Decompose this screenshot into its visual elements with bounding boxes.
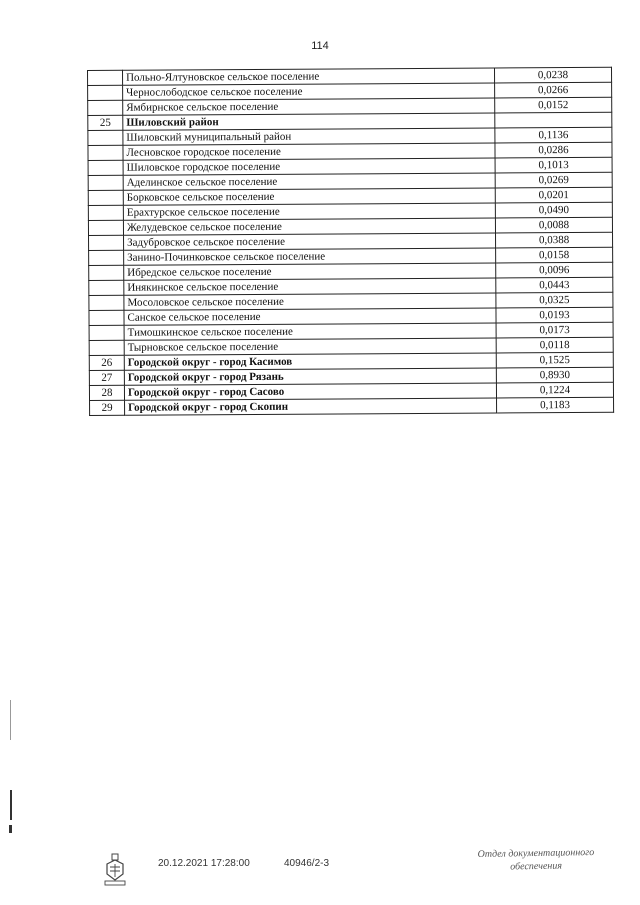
- row-name: Ерахтурское сельское поселение: [123, 203, 495, 220]
- row-name: Городской округ - город Рязань: [124, 368, 496, 385]
- row-value: 0,0118: [496, 337, 613, 353]
- row-value: 0,0158: [496, 247, 613, 263]
- row-number: [88, 130, 123, 145]
- row-value: 0,1013: [495, 157, 612, 173]
- row-value: 0,0286: [495, 142, 612, 158]
- row-name: Чернослободское сельское поселение: [123, 83, 495, 100]
- row-name: Санское сельское поселение: [124, 308, 496, 325]
- scan-artifact: [9, 825, 12, 833]
- row-value: [495, 112, 612, 128]
- row-name: Городской округ - город Касимов: [124, 353, 496, 370]
- row-value: 0,1224: [496, 382, 613, 398]
- row-number: [89, 265, 124, 280]
- row-name: Аделинское сельское поселение: [123, 173, 495, 190]
- row-value: 0,0388: [496, 232, 613, 248]
- row-name: Инякинское сельское поселение: [124, 278, 496, 295]
- row-name: Лесновское городское поселение: [123, 143, 495, 160]
- footer-timestamp: 20.12.2021 17:28:00: [158, 858, 250, 869]
- row-value: 0,8930: [496, 367, 613, 383]
- scan-artifact: [10, 700, 11, 740]
- row-name: Занино-Починковское сельское поселение: [124, 248, 496, 265]
- row-name: Шиловское городское поселение: [123, 158, 495, 175]
- row-value: 0,0443: [496, 277, 613, 293]
- row-value: 0,0193: [496, 307, 613, 323]
- row-value: 0,1525: [496, 352, 613, 368]
- row-value: 0,0269: [495, 172, 612, 188]
- row-name: Борковское сельское поселение: [123, 188, 495, 205]
- row-name: Городской округ - город Скопин: [125, 398, 497, 415]
- row-number: 27: [89, 370, 124, 385]
- row-number: [89, 250, 124, 265]
- row-number: 29: [90, 400, 125, 415]
- row-value: 0,0173: [496, 322, 613, 338]
- row-number: [89, 325, 124, 340]
- row-value: 0,0201: [495, 187, 612, 203]
- row-value: 0,1136: [495, 127, 612, 143]
- row-number: [88, 175, 123, 190]
- row-number: [88, 70, 123, 85]
- row-number: [88, 160, 123, 175]
- row-value: 0,0088: [495, 217, 612, 233]
- row-number: [88, 145, 123, 160]
- row-number: [88, 220, 123, 235]
- row-number: [89, 235, 124, 250]
- row-name: Ибредское сельское поселение: [124, 263, 496, 280]
- row-number: [89, 340, 124, 355]
- stamp-line-1: Отдел документационного: [477, 846, 595, 861]
- row-value: 0,0266: [495, 82, 612, 98]
- row-number: [89, 295, 124, 310]
- row-name: Задубровское сельское поселение: [124, 233, 496, 250]
- row-number: 25: [88, 115, 123, 130]
- department-stamp: [456, 846, 616, 875]
- row-name: Шиловский муниципальный район: [123, 128, 495, 145]
- row-number: [89, 310, 124, 325]
- row-name: Тырновское сельское поселение: [124, 338, 496, 355]
- row-value: 0,0152: [495, 97, 612, 113]
- row-name: Ямбирнское сельское поселение: [123, 98, 495, 115]
- row-value: 0,0238: [494, 67, 611, 83]
- table-body: [88, 67, 614, 415]
- scan-artifact: [10, 790, 12, 820]
- row-name: Желудевское сельское поселение: [123, 218, 495, 235]
- row-value: 0,0325: [496, 292, 613, 308]
- row-number: [88, 190, 123, 205]
- row-value: 0,0490: [495, 202, 612, 218]
- row-value: 0,1183: [497, 397, 614, 413]
- row-name: Шиловский район: [123, 113, 495, 130]
- footer-doc-id: 40946/2-3: [284, 858, 330, 869]
- row-number: 26: [89, 355, 124, 370]
- row-name: Тимошкинское сельское поселение: [124, 323, 496, 340]
- row-number: [88, 205, 123, 220]
- stamp-line-2: обеспечения: [510, 860, 563, 873]
- coat-of-arms-icon: [103, 852, 127, 888]
- row-name: Мосоловское сельское поселение: [124, 293, 496, 310]
- row-number: 28: [89, 385, 124, 400]
- page-number: 114: [311, 40, 329, 52]
- table-row: [90, 397, 614, 415]
- row-name: Польно-Ялтуновское сельское поселение: [123, 68, 495, 85]
- row-number: [89, 280, 124, 295]
- row-name: Городской округ - город Сасово: [124, 383, 496, 400]
- row-number: [88, 100, 123, 115]
- row-value: 0,0096: [496, 262, 613, 278]
- allocation-table: [87, 67, 614, 416]
- row-number: [88, 85, 123, 100]
